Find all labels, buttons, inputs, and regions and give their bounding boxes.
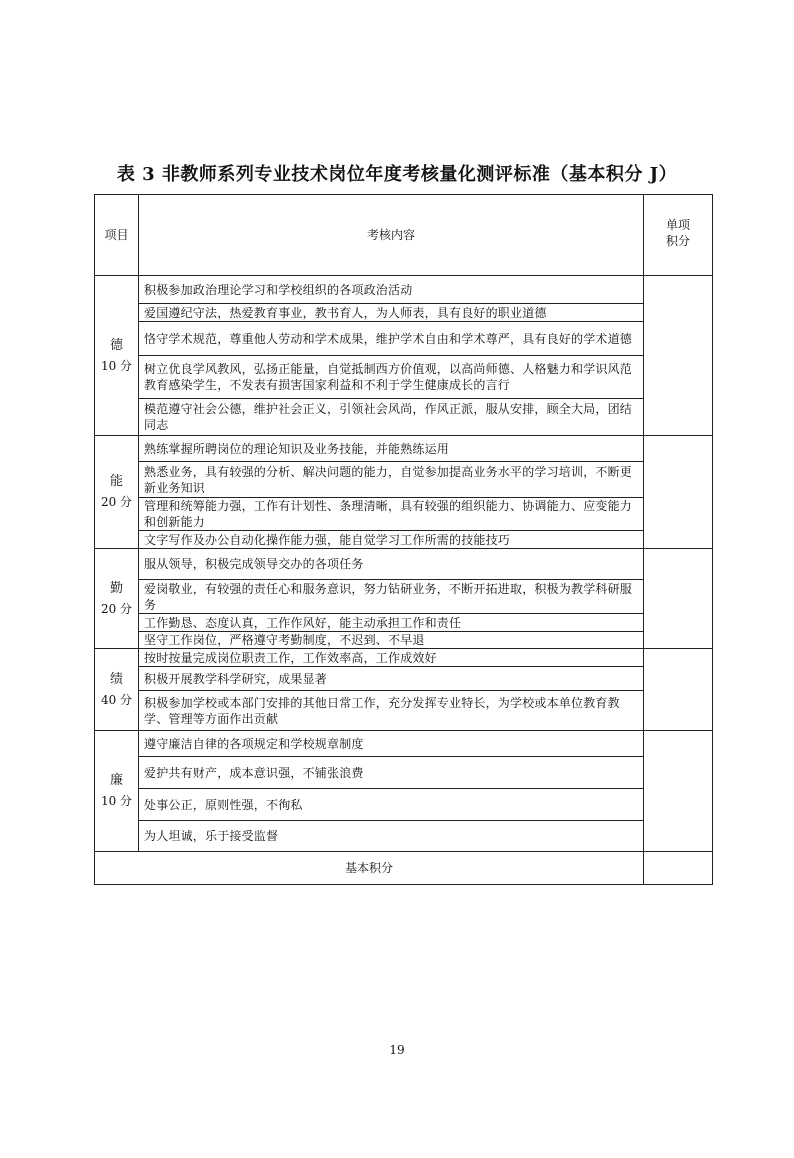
category-cell-ji xyxy=(95,649,139,731)
criterion-text: 模范遵守社会公德，维护社会正义，引领社会风尚，作风正派，服从安排，顾全大局，团结同志 xyxy=(139,399,644,436)
criterion-text: 爱岗敬业，有较强的责任心和服务意识，努力钻研业务，不断开拓进取，积极为教学科研服务 xyxy=(139,580,644,614)
category-points: 20 分 xyxy=(100,495,133,509)
criterion-text: 处事公正，原则性强，不徇私 xyxy=(139,789,644,821)
table-row xyxy=(95,436,713,462)
category-cell-de xyxy=(95,276,139,436)
criterion-text: 服从领导，积极完成领导交办的各项任务 xyxy=(139,549,644,580)
table-row xyxy=(95,276,713,304)
criterion-text: 按时按量完成岗位职责工作，工作效率高，工作成效好 xyxy=(139,649,644,667)
category-points: 10 分 xyxy=(100,794,133,808)
criterion-text: 为人坦诚，乐于接受监督 xyxy=(139,821,644,852)
criterion-text: 树立优良学风教风，弘扬正能量，自觉抵制西方价值观，以高尚师德、人格魅力和学识风范教育感染学生，不发表有损害国家利益和不利于学生健康成长的言行 xyxy=(139,356,644,399)
table-row xyxy=(95,649,713,667)
table-row xyxy=(95,731,713,757)
criterion-text: 爱国遵纪守法，热爱教育事业，教书育人，为人师表，具有良好的职业道德 xyxy=(139,304,644,322)
category-name: 能 xyxy=(109,474,123,489)
score-cell-ji xyxy=(644,649,713,731)
header-score-line1: 单项 xyxy=(665,218,690,232)
table-row xyxy=(95,304,713,322)
criterion-text: 恪守学术规范，尊重他人劳动和学术成果，维护学术自由和学术尊严，具有良好的学术道德 xyxy=(139,322,644,356)
table-row xyxy=(95,549,713,580)
criterion-text: 熟悉业务，具有较强的分析、解决问题的能力，自觉参加提高业务水平的学习培训，不断更新业务知识 xyxy=(139,462,644,498)
header-score xyxy=(644,195,713,276)
table-title: 表 3 非教师系列专业技术岗位年度考核量化测评标准（基本积分 J） xyxy=(116,164,678,185)
evaluation-table xyxy=(94,194,713,885)
table-row xyxy=(95,399,713,436)
table-row xyxy=(95,757,713,789)
table-row xyxy=(95,356,713,399)
score-cell-qin xyxy=(644,549,713,649)
table-row xyxy=(95,667,713,691)
criterion-text: 积极开展教学科学研究，成果显著 xyxy=(139,667,644,691)
category-points: 10 分 xyxy=(100,358,133,373)
criterion-text: 积极参加学校或本部门安排的其他日常工作，充分发挥专业特长，为学校或本单位教育教学、管理等方面作出贡献 xyxy=(139,691,644,731)
table-row xyxy=(95,322,713,356)
category-name: 绩 xyxy=(109,671,123,687)
table-row xyxy=(95,531,713,549)
category-cell-qin xyxy=(95,549,139,649)
category-points: 20 分 xyxy=(100,601,133,616)
table-row xyxy=(95,614,713,632)
total-score-cell xyxy=(644,852,713,885)
table-row xyxy=(95,580,713,614)
header-score-line2: 积分 xyxy=(665,234,690,248)
criterion-text: 熟练掌握所聘岗位的理论知识及业务技能，并能熟练运用 xyxy=(139,436,644,462)
table-row xyxy=(95,498,713,531)
category-points: 40 分 xyxy=(100,692,133,707)
criterion-text: 爱护共有财产，成本意识强，不铺张浪费 xyxy=(139,757,644,789)
page-number: 19 xyxy=(389,1043,405,1057)
category-cell-lian xyxy=(95,731,139,852)
category-name: 廉 xyxy=(109,773,123,788)
criterion-text: 文字写作及办公自动化操作能力强，能自觉学习工作所需的技能技巧 xyxy=(139,531,644,549)
category-cell-neng xyxy=(95,436,139,549)
table-row xyxy=(95,632,713,649)
criterion-text: 积极参加政治理论学习和学校组织的各项政治活动 xyxy=(139,276,644,304)
score-cell-lian xyxy=(644,731,713,852)
header-item: 项目 xyxy=(95,195,139,276)
criterion-text: 工作勤恳、态度认真，工作作风好，能主动承担工作和责任 xyxy=(139,614,644,632)
header-row xyxy=(95,195,713,276)
table-row xyxy=(95,821,713,852)
criterion-text: 坚守工作岗位，严格遵守考勤制度，不迟到、不早退 xyxy=(139,632,644,649)
criterion-text: 管理和统筹能力强，工作有计划性、条理清晰，具有较强的组织能力、协调能力、应变能力和创新能力 xyxy=(139,498,644,531)
table-row xyxy=(95,691,713,731)
total-label: 基本积分 xyxy=(95,852,644,885)
total-row xyxy=(95,852,713,885)
category-name: 勤 xyxy=(109,580,123,596)
table-row xyxy=(95,789,713,821)
score-cell-neng xyxy=(644,436,713,549)
score-cell-de xyxy=(644,276,713,436)
category-name: 德 xyxy=(109,337,123,353)
table-row xyxy=(95,462,713,498)
criterion-text: 遵守廉洁自律的各项规定和学校规章制度 xyxy=(139,731,644,757)
header-content: 考核内容 xyxy=(139,195,644,276)
